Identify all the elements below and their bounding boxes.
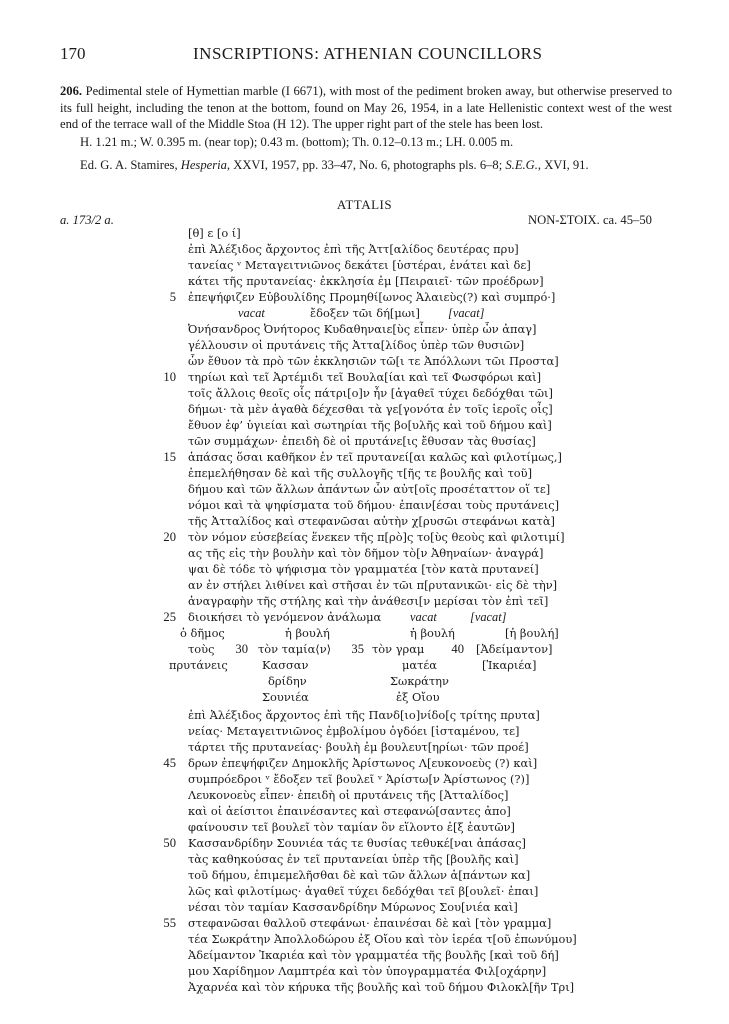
- crown-row: [0, 690, 729, 707]
- inscription-description: [60, 83, 672, 133]
- text-line: [0, 756, 729, 773]
- vacat-bracketed: [vacat]: [448, 306, 485, 320]
- text-line: [0, 530, 729, 547]
- vacat-bracketed: [vacat]: [470, 610, 507, 624]
- line-text: μου Χαρίδημον Λαμπτρέα καὶ τὸν ὑπογραμματέα Φιλ[οχάρην]: [188, 964, 547, 978]
- line-text: Ἀχαρνέα καὶ τὸν κήρυκα τῆς βουλῆς καὶ τοῦ δήμου Φιλοκλ[ῆν Τρι]: [188, 980, 575, 994]
- crown-text: δρίδην: [268, 674, 307, 688]
- line-text: ἀναγραφὴν τῆς στήλης καὶ τὴν ἀνάθεσι[ν μερίσαι τὸν ἐπὶ τεῖ]: [188, 594, 549, 608]
- line-text: δήμου καὶ τῶν ἄλλων ἁπάντων ὧν αὐτ[οῖς προσέταττον οἵ τε]: [188, 482, 551, 496]
- text-line: [0, 274, 729, 291]
- crown-row: [0, 642, 729, 659]
- edition-seg: S.E.G.: [505, 158, 538, 172]
- text-line: [0, 578, 729, 595]
- text-line: [0, 546, 729, 563]
- line-text: ἔθυον ἐφ’ ὑγιείαι καὶ σωτηρίαι τῆς βο[υλῆς καὶ τοῦ δήμου καὶ]: [188, 418, 552, 432]
- running-title: INSCRIPTIONS: ATHENIAN COUNCILLORS: [193, 44, 543, 63]
- text-line: [0, 418, 729, 435]
- line-text: τοῖς ἄλλοις θεοῖς οἷς πάτρι[ο]ν ἦν [ἀγαθεῖ τύχει δεδόχθαι τῶι]: [188, 386, 553, 400]
- line-text: γέλλουσιν οἱ πρυτάνεις τῆς Ἀττα[λίδος ὑπὲρ τῶν θυσιῶν]: [188, 338, 525, 352]
- text-line: [0, 594, 729, 611]
- line-text: νόμοι καὶ τὰ ψηφίσματα τοῦ δήμου· ἐπαιν[έσαι τοὺς πρυτάνεις]: [188, 498, 560, 512]
- text-line: [0, 290, 729, 307]
- line-text: [θ] ε [ο ί]: [188, 226, 241, 240]
- text-line: [0, 434, 729, 451]
- edition-prefix: Ed. G. A. Stamires,: [80, 158, 181, 172]
- line-text: τῆς Ἀτταλίδος καὶ στεφανῶσαι αὐτὴν χ[ρυσῶι στεφάνωι κατὰ]: [188, 514, 555, 528]
- line-text: διοικήσει τὸ γενόμενον ἀνάλωμα: [188, 610, 382, 624]
- line-number: 20: [163, 530, 176, 544]
- line-text: καὶ οἱ ἀείσιτοι ἐπαινέσαντες καὶ στεφανώ[σαντες ἀπο]: [188, 804, 511, 818]
- text-line: [0, 306, 729, 323]
- page-number: 170: [60, 44, 86, 63]
- line-number: 55: [163, 916, 176, 930]
- measurements: H. 1.21 m.; W. 0.395 m. (near top); 0.43 m. (bottom); Th. 0.12–0.13 m.; LH. 0.005 m.: [80, 135, 514, 149]
- line-text: τανείας ᵛ Μεταγειτνιῶνος δεκάτει [ὑστέραι, ἐνάτει καὶ δε]: [188, 258, 531, 272]
- line-text: Λευκονοεὺς εἶπεν· ἐπειδὴ οἱ πρυτάνεις τῆς [Ἀτταλίδος]: [188, 788, 509, 802]
- crown-row: [0, 658, 729, 675]
- line-text: δήμωι· τὰ μὲν ἀγαθὰ δέχεσθαι τὰ γε[γονότα ἐν τοῖς ἱεροῖς οἷς]: [188, 402, 553, 416]
- line-text: κάτει τῆς πρυτανείας· ἐκκλησία ἐμ [Πειραιεῖ· τῶν προέδρων]: [188, 274, 544, 288]
- text-line: [0, 884, 729, 901]
- text-line: [0, 804, 729, 821]
- line-text: ὧν ἔθυον τὰ πρὸ τῶν ἐκκλησιῶν τῶ[ι τε Ἀπόλλωνι τῶι Προστα]: [188, 354, 559, 368]
- crown-demos: ὁ δῆμος: [180, 626, 225, 640]
- edition-journal: Hesperia: [180, 158, 227, 172]
- line-number: 15: [163, 450, 176, 464]
- text-line: [0, 354, 729, 371]
- text-line: [0, 932, 729, 949]
- text-line: [0, 450, 729, 467]
- line-text: Ἀδείμαντον Ἰκαριέα καὶ τὸν γραμματέα τῆς βουλῆς [καὶ τοῦ δή]: [188, 948, 559, 962]
- crown-text: Κασσαν: [262, 658, 309, 672]
- crown-boule: [ἡ βουλή]: [505, 626, 559, 640]
- text-line: [0, 964, 729, 981]
- line-number: 10: [163, 370, 176, 384]
- text-line: [0, 338, 729, 355]
- text-line: [0, 370, 729, 387]
- crown-text: ἐξ Οἴου: [396, 690, 440, 704]
- text-line: [0, 498, 729, 515]
- line-text: δρων ἐπεψήφιζεν Δημοκλῆς Ἀρίστωνος Λ[ευκονοεὺς (?) καὶ]: [188, 756, 538, 770]
- line-text: ἁπάσας ὅσαι καθῆκον ἐν τεῖ πρυτανεί[αι καλῶς καὶ φιλοτίμως,]: [188, 450, 562, 464]
- line-number: 50: [163, 836, 176, 850]
- page-header: [60, 44, 660, 68]
- edition-suffix: , XVI, 91.: [537, 158, 589, 172]
- text-line: [0, 740, 729, 757]
- text-line: [0, 402, 729, 419]
- line-number: 25: [163, 610, 176, 624]
- crown-boule: ἡ βουλή: [410, 626, 455, 640]
- crown-text: ματέα: [402, 658, 437, 672]
- line-number: 40: [451, 642, 464, 656]
- crown-text: [Ἰκαριέα]: [482, 658, 537, 672]
- crown-text: Σωκράτην: [390, 674, 449, 688]
- vacat: vacat: [238, 306, 265, 320]
- line-text: ψαι δὲ τόδε τὸ ψήφισμα τὸν γραμματέα [τὸν κατὰ πρυτανεί]: [188, 562, 539, 576]
- line-text: τοῦ δήμου, ἐπιμεμελῆσθαι δὲ καὶ τῶν ἄλλων ἁ[πάντων κα]: [188, 868, 531, 882]
- line-number: 45: [163, 756, 176, 770]
- text-line: [0, 836, 729, 853]
- edition-middle: , XXVI, 1957, pp. 33–47, No. 6, photographs pls. 6–8;: [226, 158, 506, 172]
- edoxen-text: ἔδοξεν τῶι δή[μωι]: [310, 306, 420, 320]
- line-text: αν ἐν στήλει λιθίνει καὶ στῆσαι ἐν τῶι π[ρυτανικῶι· εἰς δὲ τὴν]: [188, 578, 558, 592]
- line-text: ἐπὶ Ἀλέξιδος ἄρχοντος ἐπὶ τῆς Πανδ[ιο]νίδο[ς τρίτης πρυτα]: [188, 708, 540, 722]
- text-line: [0, 242, 729, 259]
- crown-text: [Ἀδείμαντον]: [476, 642, 553, 656]
- crown-row: [0, 674, 729, 691]
- line-text: Ὀνήσανδρος Ὀνήτορος Κυδαθηναιε[ὺς εἶπεν· ὑπὲρ ὧν ἀπαγ]: [188, 322, 537, 336]
- text-line: [0, 724, 729, 741]
- vacat: vacat: [410, 610, 437, 624]
- line-text: τὸν νόμον εὐσεβείας ἕνεκεν τῆς π[ρὸ]ς το[ὺς θεοὺς καὶ φιλοτιμί]: [188, 530, 565, 544]
- crown-row: [0, 626, 729, 643]
- text-line: [0, 868, 729, 885]
- text-line: [0, 610, 729, 627]
- text-line: [0, 708, 729, 725]
- text-line: [0, 820, 729, 837]
- text-line: [0, 852, 729, 869]
- text-line: [0, 482, 729, 499]
- text-line: [0, 322, 729, 339]
- line-text: ἐπεμελήθησαν δὲ καὶ τῆς συλλογῆς τ[ῆς τε βουλῆς καὶ τοῦ]: [188, 466, 533, 480]
- text-line: [0, 562, 729, 579]
- line-text: συμπρόεδροι ᵛ ἔδοξεν τεῖ βουλεῖ ᵛ Ἀρίστω[ν Ἀρίστωνος (?)]: [188, 772, 530, 786]
- text-line: [0, 386, 729, 403]
- inscription-number: 206.: [60, 84, 83, 98]
- line-number: 30: [235, 642, 248, 656]
- crown-boule: ἡ βουλή: [285, 626, 330, 640]
- crown-text: τὸν γραμ: [372, 642, 425, 656]
- text-line: [0, 466, 729, 483]
- line-text: ας τῆς εἰς τὴν βουλὴν καὶ τὸν δῆμον τὸ[ν Ἀθηναίων· ἀναγρά]: [188, 546, 544, 560]
- line-text: τάρτει τῆς πρυτανείας· βουλὴ ἐμ βουλευτ[ηρίωι· τῶν προέ]: [188, 740, 529, 754]
- text-line: [0, 258, 729, 275]
- crown-text: τοὺς: [188, 642, 215, 656]
- text-line: [0, 772, 729, 789]
- crown-text: τὸν ταμία⟨ν⟩: [258, 642, 332, 656]
- line-text: νέσαι τὸν ταμίαν Κασσανδρίδην Μύρωνος Σου[νιέα καὶ]: [188, 900, 518, 914]
- text-line: [0, 948, 729, 965]
- line-text: φαίνουσιν τεῖ βουλεῖ τὸν ταμίαν ὃν εἵλοντο ἐ[ξ ἑαυτῶν]: [188, 820, 515, 834]
- text-line: [0, 916, 729, 933]
- text-line: [0, 788, 729, 805]
- edition-reference: [80, 158, 589, 173]
- line-text: τέα Σωκράτην Ἀπολλοδώρου ἐξ Οἴου καὶ τὸν ἱερέα τ[οῦ ἐπωνύμου]: [188, 932, 577, 946]
- text-line: [0, 980, 729, 997]
- line-text: Κασσανδρίδην Σουνιέα τάς τε θυσίας τεθυκέ[ναι ἁπάσας]: [188, 836, 526, 850]
- line-text: νείας· Μεταγειτνιῶνος ἐμβολίμου ὀγδόει [ἱσταμένου, τε]: [188, 724, 520, 738]
- line-text: τῶν συμμάχων· ἐπειδὴ δὲ οἱ πρυτάνε[ις ἔθυσαν τὰς θυσίας]: [188, 434, 536, 448]
- line-text: ἐπὶ Ἀλέξιδος ἄρχοντος ἐπὶ τῆς Ἀττ[αλίδος δευτέρας πρυ]: [188, 242, 519, 256]
- crown-text: πρυτάνεις: [169, 658, 228, 672]
- text-line: [0, 514, 729, 531]
- line-text: ἐπεψήφιζεν Εὐβουλίδης Προμηθί[ωνος Ἁλαιεὺς(?) καὶ συμπρό·]: [188, 290, 556, 304]
- stoichedon-note: NON-ΣΤΟΙΧ. ca. 45–50: [528, 213, 652, 227]
- line-text: τηρίωι καὶ τεῖ Ἀρτέμιδι τεῖ Βουλα[ίαι καὶ τεῖ Φωσφόρωι καὶ]: [188, 370, 542, 384]
- description-text: Pedimental stele of Hymettian marble (I 6671), with most of the pediment broken away, but otherwise preserved to its full height, including the tenon at the bottom, found on May 26, 1954, in a late Hellenistic context west of the west end of the terrace wall of the Middle Stoa (H 12). The upper right part of the stele has been lost.: [60, 84, 672, 132]
- text-line: [0, 900, 729, 917]
- crown-text: Σουνιέα: [262, 690, 309, 704]
- line-text: τὰς καθηκούσας ἐν τεῖ πρυτανείαι ὑπὲρ τῆς [βουλῆς καὶ]: [188, 852, 519, 866]
- line-number: 5: [169, 290, 176, 304]
- text-line: [0, 226, 729, 243]
- line-text: λῶς καὶ φιλοτίμως· ἀγαθεῖ τύχει δεδόχθαι τεῖ β[ουλεῖ· ἐπαι]: [188, 884, 539, 898]
- date-label: a. 173/2 a.: [60, 213, 114, 227]
- line-text: στεφανῶσαι θαλλοῦ στεφάνωι· ἐπαινέσαι δὲ καὶ [τὸν γραμμα]: [188, 916, 552, 930]
- tribe-heading: ATTALIS: [336, 197, 393, 212]
- line-number: 35: [351, 642, 364, 656]
